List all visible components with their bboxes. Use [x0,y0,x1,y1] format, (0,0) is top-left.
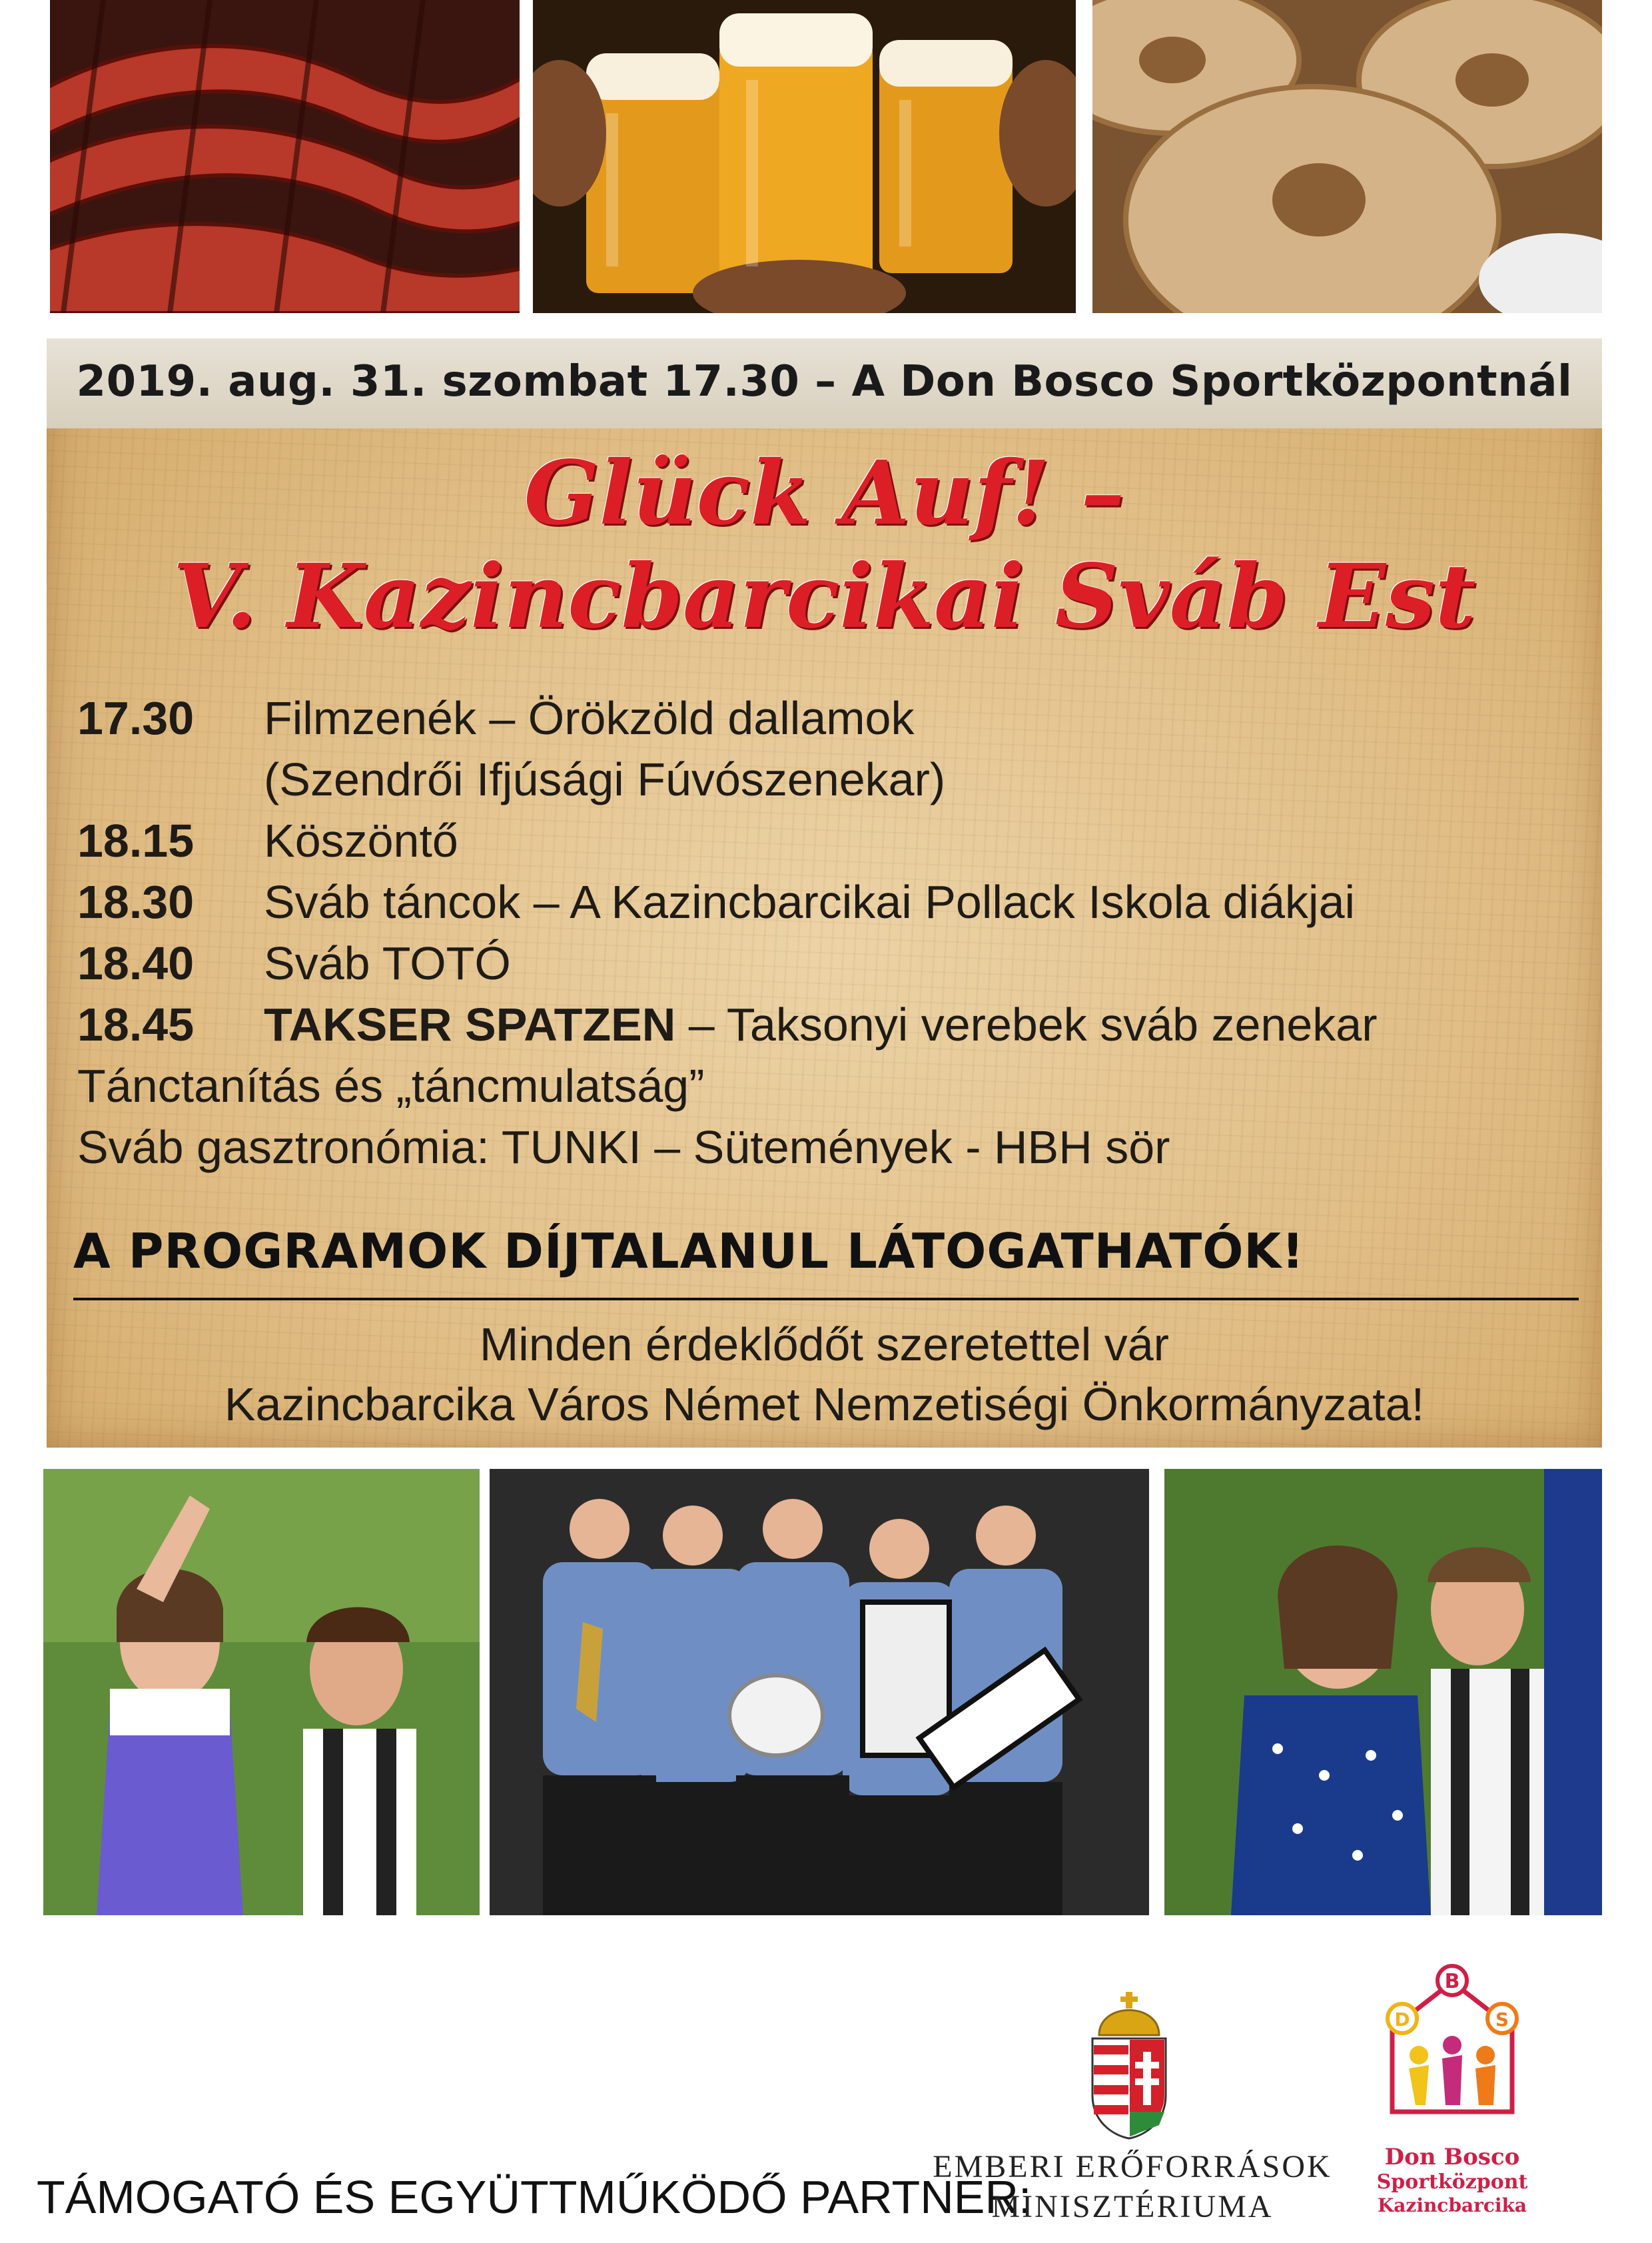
schedule-row [77,691,1583,753]
event-date-location: 2019. aug. 31. szombat 17.30 – A Don Bosco Sportközpontnál [76,357,1573,406]
program-schedule [77,691,1583,1182]
dbs-name-line1: Don Bosco [1384,2144,1520,2170]
extra-row [77,1121,1583,1182]
schedule-row [77,998,1583,1059]
schedule-row [77,875,1583,937]
schedule-time: 18.15 [77,815,195,867]
band-photo [490,1469,1149,1915]
partner-label: TÁMOGATÓ ÉS EGYÜTTMŰKÖDŐ PARTNER: [37,2171,1032,2223]
dancing-couple-photo [1164,1469,1602,1915]
dance-teaching-text: Tánctanítás és „táncmulatság” [77,1060,705,1112]
schedule-time: 17.30 [77,692,195,744]
schedule-activity: (Szendrői Ifjúsági Fúvószenekar) [264,753,946,805]
ministry-name-line1: EMBERI ERŐFORRÁSOK [933,2149,1332,2184]
schedule-activity: Sváb TOTÓ [264,937,511,989]
schedule-activity: Filmzenék – Örökzöld dallamok [264,692,915,744]
dbs-letter-d: D [1394,2009,1410,2030]
invitation-line2: Kazincbarcika Város Német Nemzetiségi Önkormányzata! [224,1378,1425,1430]
ministry-name-line2: MINISZTÉRIUMA [991,2189,1274,2224]
event-title-line1: Glück Auf! – [524,442,1125,545]
dancing-children-photo [43,1469,480,1915]
schedule-activity: Köszöntő [264,815,458,867]
event-poster-panel [47,338,1602,1448]
schedule-time: 18.45 [77,999,195,1051]
free-entry-notice: A PROGRAMOK DÍJTALANUL LÁTOGATHATÓK! [73,1223,1305,1279]
invitation-line1: Minden érdeklődőt szeretettel vár [480,1318,1169,1370]
schedule-row [77,753,1583,814]
dbs-name-line3: Kazincbarcika [1377,2194,1527,2216]
pastry-photo [1092,0,1602,313]
schedule-row [77,814,1583,875]
gastronomy-text: Sváb gasztronómia: TUNKI – Sütemények - HBH sör [77,1121,1170,1173]
dbs-letter-b: B [1444,1970,1460,1993]
sausage-photo [50,0,520,313]
schedule-time: 18.40 [77,937,195,989]
band-name: TAKSER SPATZEN [264,999,676,1051]
event-title-line2: V. Kazincbarcikai Sváb Est [173,545,1476,648]
schedule-time: 18.30 [77,876,195,928]
beer-mugs-photo [533,0,1076,313]
schedule-activity: Sváb táncok – A Kazincbarcikai Pollack Iskola diákjai [264,876,1356,928]
schedule-activity [264,998,1378,1051]
band-description: – Taksonyi verebek sváb zenekar [675,999,1378,1051]
schedule-row [77,937,1583,998]
dbs-letter-s: S [1495,2009,1509,2030]
extra-row [77,1059,1583,1121]
dbs-name-line2: Sportközpont [1376,2170,1528,2194]
divider [73,1298,1579,1300]
don-bosco-logo [1379,1962,1525,2115]
hungarian-coat-of-arms-icon [1079,1989,1179,2142]
